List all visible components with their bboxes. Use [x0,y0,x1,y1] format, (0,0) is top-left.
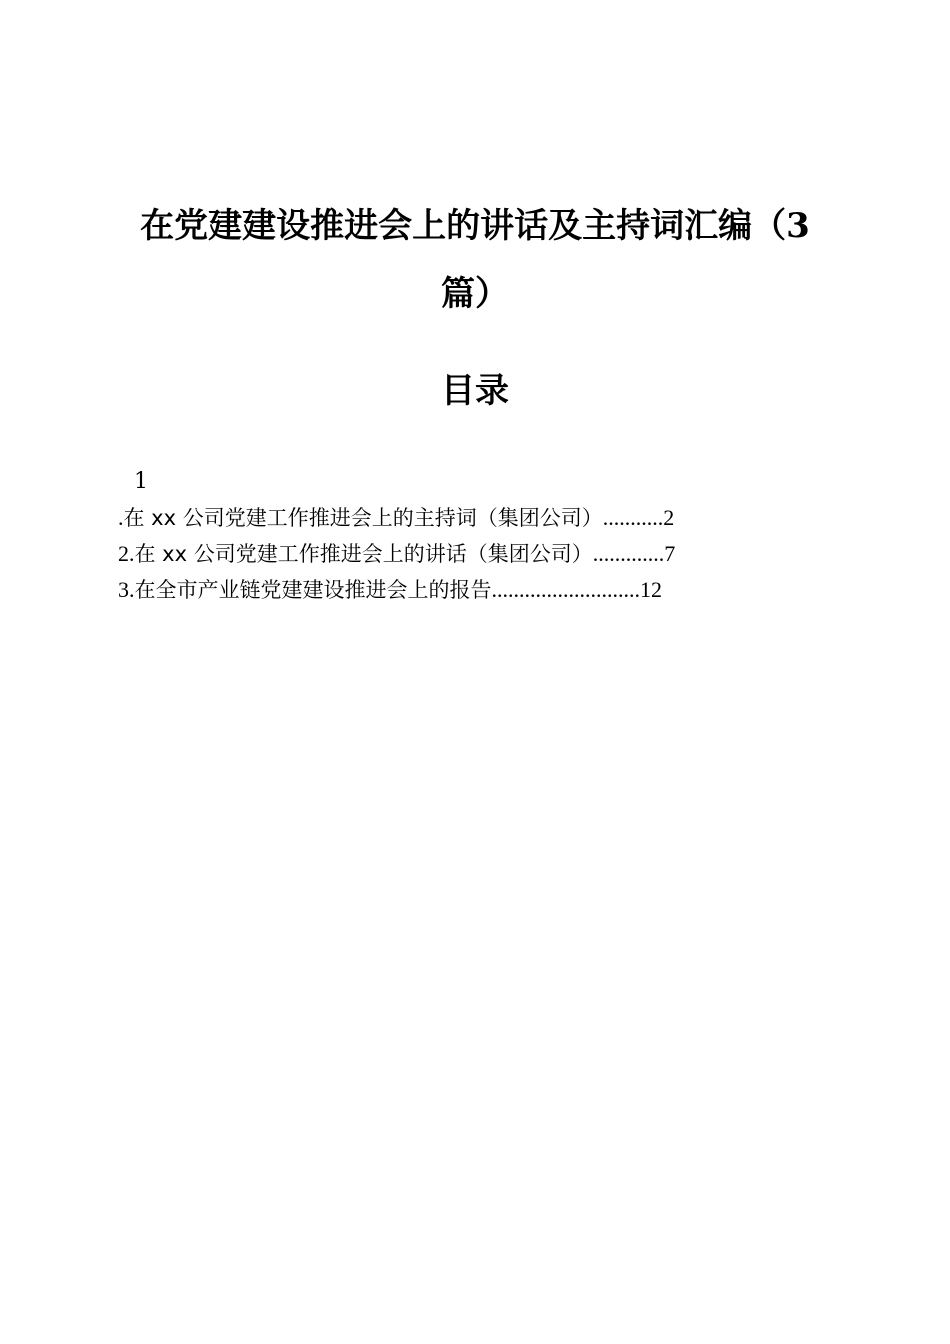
toc-entry-text: 在 xx 公司党建工作推进会上的主持词（集团公司） [123,506,603,530]
toc-entry-leader: ........................... [491,577,640,602]
document-title [110,192,840,328]
toc-entry-text: 在 xx 公司党建工作推进会上的讲话（集团公司） [134,542,593,566]
toc-entry-text: 在全市产业链党建建设推进会上的报告 [134,578,492,602]
toc-entry-prefix: 2. [118,541,135,566]
toc-entry-prefix: 3. [118,577,135,602]
toc-entry-1[interactable] [118,500,788,536]
toc-stray-number: 1 [134,469,148,494]
toc-entry-2[interactable] [118,536,788,572]
toc-entry-prefix: . [118,505,124,530]
document-title-line-1: 在党建建设推进会上的讲话及主持词汇编（3 [140,206,810,246]
toc-entry-3[interactable] [118,572,788,608]
toc-heading: 目录 [441,371,509,411]
toc-entry-page: 7 [664,541,676,566]
toc-entry-leader: ............. [592,541,665,566]
toc-entry-page: 12 [640,577,662,602]
toc-entry-leader: ........... [602,505,664,530]
table-of-contents [118,464,788,608]
toc-entry-page: 2 [663,505,675,530]
document-title-line-2: 篇） [441,274,509,314]
